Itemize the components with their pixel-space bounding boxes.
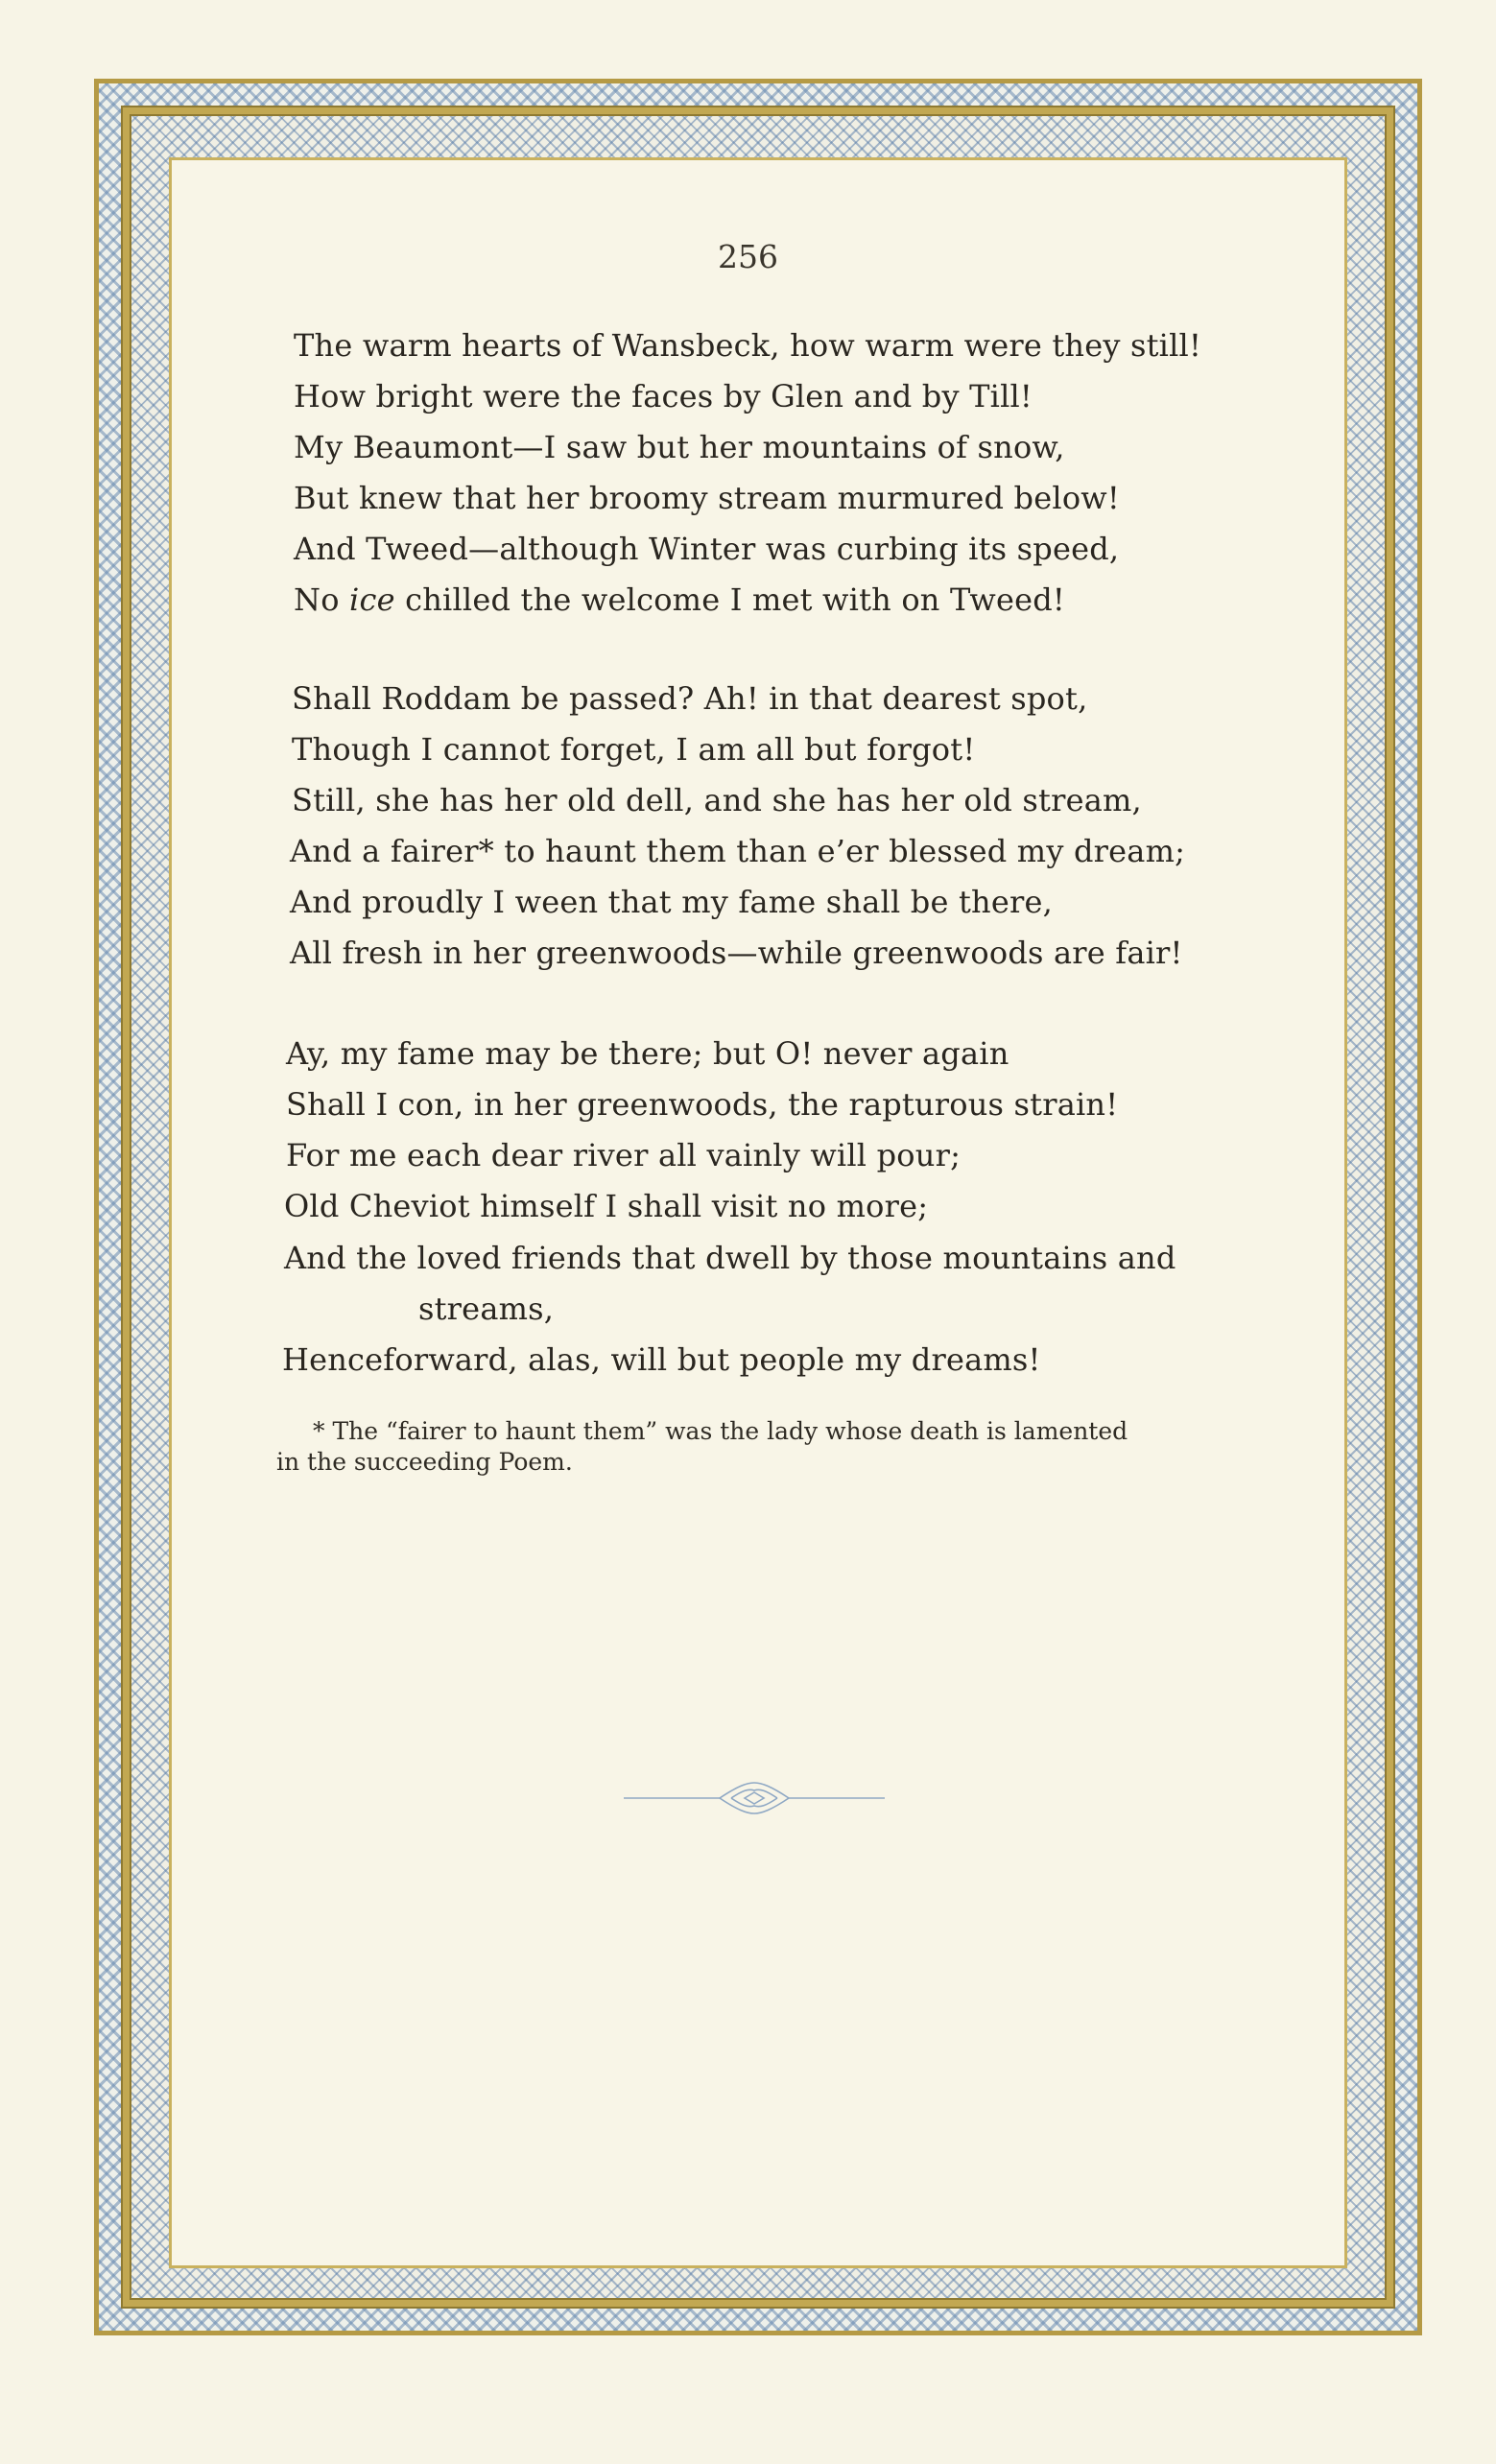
poem-line: And a fairer* to haunt them than e’er blessed my dream; [290,833,1186,869]
poem-line: Old Cheviot himself I shall visit no more; [284,1188,929,1224]
poem-line: And Tweed—although Winter was curbing its speed, [294,531,1120,567]
poem-line: And proudly I ween that my fame shall be there, [290,884,1053,920]
footnote-line: * The “fairer to haunt them” was the lady whose death is lamented [313,1417,1128,1445]
poem-line: Shall I con, in her greenwoods, the rapturous strain! [286,1086,1119,1123]
poem-line-continuation: streams, [418,1291,555,1327]
poem-line: All fresh in her greenwoods—while greenwoods are fair! [290,935,1183,971]
poem-line-prefix: No [294,581,340,618]
poem-line: My Beaumont—I saw but her mountains of snow, [294,429,1065,465]
poem-line: But knew that her broomy stream murmured below! [294,480,1120,516]
poem-line: Henceforward, alas, will but people my dreams! [282,1341,1041,1378]
footnote-line: in the succeeding Poem. [276,1448,573,1476]
poem-line: How bright were the faces by Glen and by Till! [294,378,1033,415]
poem-line: And the loved friends that dwell by those mountains and [284,1240,1176,1276]
poem-line: Shall Roddam be passed? Ah! in that dearest spot, [292,680,1088,717]
poem-line-italic-word: ice [349,581,395,618]
poem-line: The warm hearts of Wansbeck, how warm were they still! [294,327,1202,364]
poem-line: For me each dear river all vainly will pour; [286,1137,962,1173]
poem-line: Still, she has her old dell, and she has her old stream, [292,782,1142,818]
poem-line: Ay, my fame may be there; but O! never again [286,1035,1009,1072]
poem-line-rest: chilled the welcome I met with on Tweed! [405,581,1065,618]
page-number: 256 [718,238,778,275]
poem-line: Though I cannot forget, I am all but forgot! [292,731,976,768]
poem-line [294,580,1065,619]
flourish-divider-icon [624,1777,885,1819]
